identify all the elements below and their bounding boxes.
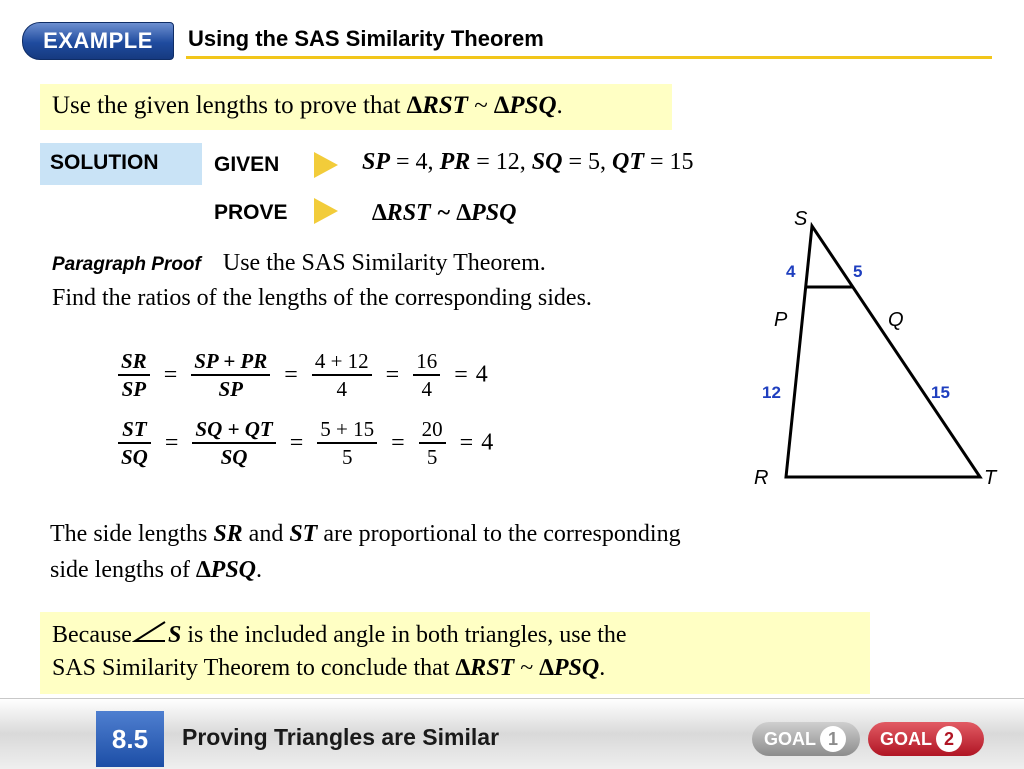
vertex-label-p: P [774, 309, 788, 331]
arrow-right-icon [314, 152, 338, 178]
ratio-result: 4 [475, 361, 488, 388]
segment-st: ST [289, 521, 318, 547]
fraction-numeric [312, 348, 372, 402]
triangle-rst: ∆RST [455, 655, 515, 681]
given-name-sq: SQ [531, 149, 563, 175]
ratio-result: 4 [481, 429, 494, 456]
fraction-numerator: 5 + 15 [320, 417, 375, 441]
fraction-simplified [419, 416, 446, 470]
length-label-sq: 5 [853, 262, 863, 281]
ratio-row-sr [118, 348, 488, 402]
prove-text: ∆RST ~ ∆PSQ [372, 200, 517, 226]
fraction-sr-sp [118, 348, 150, 402]
given-name-pr: PR [439, 149, 471, 175]
conclusion-line1 [50, 521, 681, 548]
triangle-psq: ∆PSQ [493, 92, 557, 119]
ratio-row-st [118, 416, 493, 470]
period: . [599, 655, 606, 681]
text: The side lengths [50, 521, 214, 547]
segment-sr: SR [213, 521, 243, 547]
period: . [256, 557, 263, 583]
fraction-numerator: 20 [421, 417, 443, 441]
because-line2 [52, 655, 605, 682]
fraction-denominator: 5 [341, 445, 353, 469]
triangle-psq: ∆PSQ [539, 655, 600, 681]
fraction-denominator: 5 [426, 445, 438, 469]
because-line1 [52, 620, 627, 649]
equals-sign: = [284, 361, 298, 388]
triangle-diagram [740, 200, 1010, 500]
given-label: GIVEN [214, 153, 280, 176]
given-name-qt: QT [612, 149, 645, 175]
length-label-qt: 15 [931, 383, 950, 402]
fraction-numerator: 16 [416, 349, 438, 373]
prove-label: PROVE [214, 201, 288, 224]
conclusion-line2 [50, 557, 262, 584]
fraction-denominator: SQ [220, 445, 248, 469]
problem-text: Use the given lengths to prove that [52, 92, 407, 119]
vertex-label-t: T [984, 467, 997, 489]
given-value-sp: = 4, [396, 149, 434, 175]
fraction-numerator: SR [121, 349, 147, 373]
fraction-denominator: SP [218, 377, 243, 401]
problem-statement-box [40, 84, 672, 130]
equals-sign: = [289, 429, 304, 456]
period: . [556, 92, 563, 119]
example-badge: EXAMPLE [22, 22, 174, 60]
text: SAS Similarity Theorem to conclude that [52, 655, 456, 681]
similar-symbol: ~ [467, 92, 494, 119]
angle-s: S [167, 622, 182, 648]
arrow-right-icon [314, 198, 338, 224]
fraction-denominator: 4 [421, 377, 432, 401]
paragraph-proof-label: Paragraph Proof [52, 254, 201, 275]
fraction-numerator: SQ + QT [195, 417, 273, 441]
fraction-denominator: 4 [336, 377, 347, 401]
solution-badge [40, 143, 202, 185]
prove-statement [372, 200, 516, 227]
page-title: Using the SAS Similarity Theorem [188, 26, 544, 51]
triangle-psq: ∆PSQ [195, 557, 257, 583]
conclusion-box [40, 612, 870, 694]
equals-sign: = [163, 361, 178, 388]
equals-sign: = [385, 361, 400, 388]
given-statement [362, 149, 694, 176]
text: and [242, 521, 290, 547]
given-value-sq: = 5, [568, 149, 607, 175]
text: is the included angle in both triangles, use the [181, 622, 627, 648]
angle-icon [132, 620, 168, 644]
goal-number: 1 [820, 726, 846, 752]
vertex-label-q: Q [888, 309, 904, 331]
fraction-numerator: 4 + 12 [314, 349, 369, 373]
length-label-sp: 4 [786, 262, 796, 281]
given-value-pr: = 12, [476, 149, 526, 175]
given-name-sp: SP [362, 149, 391, 175]
paragraph-proof-text2: Find the ratios of the lengths of the corresponding sides. [52, 285, 592, 311]
header-divider [186, 56, 992, 59]
equals-sign: = [391, 429, 405, 456]
given-value-qt: = 15 [650, 149, 694, 175]
text: side lengths of [50, 557, 196, 583]
lesson-title: Proving Triangles are Similar [182, 724, 500, 750]
equals-sign: = [459, 429, 474, 456]
fraction-denominator: SP [121, 377, 147, 401]
fraction-simplified [413, 348, 440, 402]
fraction-sum [192, 416, 275, 470]
fraction-numerator: ST [122, 417, 147, 441]
text: Because [52, 622, 132, 648]
lesson-number: 8.5 [96, 711, 164, 767]
goal-label: GOAL [764, 729, 816, 749]
similar-symbol: ~ [514, 655, 540, 681]
goal-1-button[interactable] [752, 722, 860, 756]
paragraph-proof-line1 [52, 250, 546, 277]
fraction-st-sq [118, 416, 151, 470]
solution-label: SOLUTION [50, 151, 159, 174]
equals-sign: = [454, 361, 468, 388]
fraction-sum [191, 348, 270, 402]
text: are proportional to the corresponding [317, 521, 681, 547]
vertex-label-r: R [754, 467, 769, 489]
equals-sign: = [164, 429, 179, 456]
triangle-rst [786, 226, 980, 477]
problem-statement [52, 92, 563, 120]
triangle-rst: ∆RST [406, 92, 468, 119]
goal-number: 2 [936, 726, 962, 752]
paragraph-proof-text1: Use the SAS Similarity Theorem. [222, 250, 546, 276]
vertex-label-s: S [794, 208, 808, 230]
goal-label: GOAL [880, 729, 932, 749]
fraction-denominator: SQ [121, 445, 148, 469]
fraction-numeric [317, 416, 377, 470]
goal-2-button[interactable] [868, 722, 984, 756]
fraction-numerator: SP + PR [194, 349, 268, 373]
length-label-pr: 12 [762, 383, 781, 402]
